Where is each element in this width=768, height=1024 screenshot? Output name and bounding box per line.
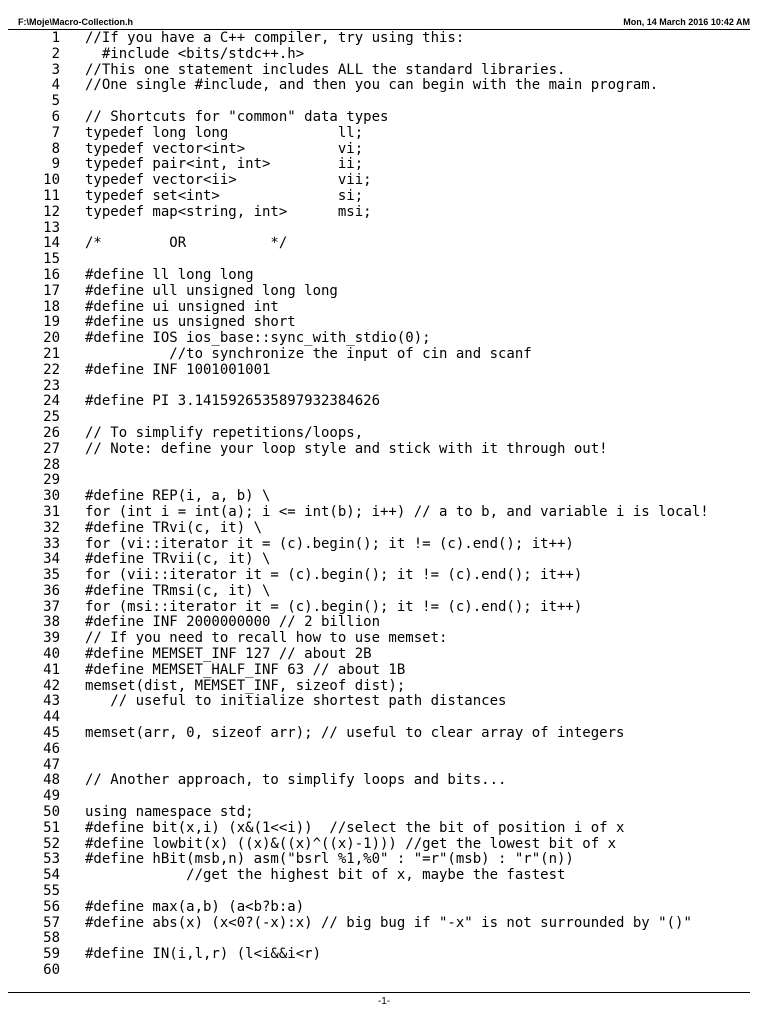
code-line (18, 568, 758, 584)
line-number: 1 (51, 30, 60, 46)
line-text: #define ull unsigned long long (85, 282, 338, 299)
line-number: 40 (43, 646, 60, 663)
code-line (18, 837, 758, 853)
line-number: 34 (43, 551, 60, 568)
line-number: 58 (43, 930, 60, 947)
line-number: 53 (43, 851, 60, 868)
page-number: -1- (377, 996, 391, 1007)
code-line (18, 458, 758, 474)
line-text: // If you need to recall how to use memset: (85, 630, 448, 647)
line-number: 2 (51, 45, 60, 62)
line-text: #define TRvi(c, it) \ (85, 519, 263, 536)
code-line (18, 221, 758, 237)
line-number: 5 (51, 93, 60, 110)
line-number: 48 (43, 772, 60, 789)
code-line (18, 189, 758, 205)
code-line (18, 473, 758, 489)
line-text: for (vii::iterator it = (c).begin(); it != (c).end(); it++) (85, 567, 583, 584)
line-number: 27 (43, 440, 60, 457)
line-number: 17 (43, 282, 60, 299)
line-text: #include <bits/stdc++.h> (85, 45, 305, 62)
code-line (18, 31, 758, 47)
line-number: 42 (43, 677, 60, 694)
line-number: 10 (43, 172, 60, 189)
code-line (18, 489, 758, 505)
line-number: 12 (43, 203, 60, 220)
code-line (18, 347, 758, 363)
line-number: 16 (43, 266, 60, 283)
line-text: #define lowbit(x) ((x)&((x)^((x)-1))) //get the lowest bit of x (85, 835, 617, 852)
code-line (18, 142, 758, 158)
line-number: 7 (51, 124, 60, 141)
code-line (18, 868, 758, 884)
line-number: 35 (43, 567, 60, 584)
line-text: // Shortcuts for "common" data types (85, 108, 389, 125)
line-text: for (vi::iterator it = (c).begin(); it != (c).end(); it++) (85, 535, 574, 552)
line-text: typedef pair<int, int> ii; (85, 156, 364, 173)
line-text: //If you have a C++ compiler, try using this: (85, 30, 465, 46)
line-text: //This one statement includes ALL the standard libraries. (85, 61, 566, 78)
line-text: typedef map<string, int> msi; (85, 203, 372, 220)
line-number: 54 (43, 867, 60, 884)
line-number: 38 (43, 614, 60, 631)
line-text: #define ll long long (85, 266, 254, 283)
line-text: // To simplify repetitions/loops, (85, 424, 364, 441)
code-line (18, 931, 758, 947)
code-line (18, 963, 758, 979)
code-line (18, 647, 758, 663)
line-number: 25 (43, 409, 60, 426)
code-line (18, 631, 758, 647)
footer-rule (8, 992, 750, 993)
line-text: typedef vector<int> vi; (85, 140, 364, 157)
code-line (18, 394, 758, 410)
line-text: #define MEMSET_INF 127 // about 2B (85, 646, 372, 663)
line-number: 43 (43, 693, 60, 710)
line-text: for (msi::iterator it = (c).begin(); it != (c).end(); it++) (85, 598, 583, 615)
line-text: #define MEMSET_HALF_INF 63 // about 1B (85, 661, 406, 678)
line-number: 4 (51, 77, 60, 94)
code-line (18, 947, 758, 963)
line-text: // Another approach, to simplify loops and bits... (85, 772, 507, 789)
code-line (18, 521, 758, 537)
code-line (18, 726, 758, 742)
page-header (8, 14, 750, 30)
code-line (18, 284, 758, 300)
line-text: #define us unsigned short (85, 314, 296, 331)
line-number: 11 (43, 187, 60, 204)
line-text: typedef set<int> si; (85, 187, 364, 204)
line-number: 51 (43, 819, 60, 836)
line-number: 47 (43, 756, 60, 773)
line-text: #define TRmsi(c, it) \ (85, 582, 271, 599)
line-number: 55 (43, 883, 60, 900)
line-text: #define bit(x,i) (x&(1<<i)) //select the bit of position i of x (85, 819, 625, 836)
line-text: #define abs(x) (x<0?(-x):x) // big bug if "-x" is not surrounded by "()" (85, 914, 692, 931)
line-number: 31 (43, 503, 60, 520)
code-line (18, 47, 758, 63)
code-line (18, 110, 758, 126)
line-number: 9 (51, 156, 60, 173)
line-number: 26 (43, 424, 60, 441)
line-number: 15 (43, 251, 60, 268)
code-line (18, 600, 758, 616)
line-text: #define PI 3.1415926535897932384626 (85, 393, 381, 410)
file-path: F:\Moje\Macro-Collection.h (18, 17, 134, 27)
line-text: typedef long long ll; (85, 124, 364, 141)
line-number: 37 (43, 598, 60, 615)
code-line (18, 773, 758, 789)
code-line (18, 157, 758, 173)
line-number: 13 (43, 219, 60, 236)
line-text: using namespace std; (85, 804, 254, 821)
code-line (18, 615, 758, 631)
code-line (18, 505, 758, 521)
code-line (18, 694, 758, 710)
line-text: #define max(a,b) (a<b?b:a) (85, 898, 305, 915)
code-line (18, 78, 758, 94)
line-number: 50 (43, 804, 60, 821)
line-number: 44 (43, 709, 60, 726)
line-text: // useful to initialize shortest path distances (85, 693, 507, 710)
line-text: //to synchronize the input of cin and scanf (85, 345, 532, 362)
line-text: #define INF 2000000000 // 2 billion (85, 614, 381, 631)
line-number: 23 (43, 377, 60, 394)
line-text: #define REP(i, a, b) \ (85, 488, 271, 505)
code-line (18, 884, 758, 900)
code-line (18, 94, 758, 110)
line-number: 52 (43, 835, 60, 852)
code-line (18, 710, 758, 726)
code-line (18, 679, 758, 695)
line-text: memset(dist, MEMSET_INF, sizeof dist); (85, 677, 406, 694)
code-line (18, 63, 758, 79)
line-text: #define IN(i,l,r) (l<i&&i<r) (85, 946, 322, 963)
line-number: 57 (43, 914, 60, 931)
line-number: 29 (43, 472, 60, 489)
code-line (18, 205, 758, 221)
line-number: 60 (43, 962, 60, 979)
code-line (18, 821, 758, 837)
code-line (18, 789, 758, 805)
code-line (18, 252, 758, 268)
code-line (18, 410, 758, 426)
line-number: 22 (43, 361, 60, 378)
line-number: 3 (51, 61, 60, 78)
line-number: 24 (43, 393, 60, 410)
code-line (18, 173, 758, 189)
line-text: #define IOS ios_base::sync_with_stdio(0); (85, 330, 431, 347)
line-text: #define hBit(msb,n) asm("bsrl %1,%0" : "=r"(msb) : "r"(n)) (85, 851, 574, 868)
line-number: 56 (43, 898, 60, 915)
code-line (18, 552, 758, 568)
code-line (18, 900, 758, 916)
code-line (18, 426, 758, 442)
line-text: for (int i = int(a); i <= int(b); i++) // a to b, and variable i is local! (85, 503, 709, 520)
line-number: 49 (43, 788, 60, 805)
line-number: 20 (43, 330, 60, 347)
line-text: //get the highest bit of x, maybe the fastest (85, 867, 566, 884)
code-line (18, 758, 758, 774)
line-text: #define TRvii(c, it) \ (85, 551, 271, 568)
line-text: //One single #include, and then you can begin with the main program. (85, 77, 659, 94)
code-listing (18, 31, 758, 979)
code-line (18, 300, 758, 316)
code-line (18, 442, 758, 458)
code-line (18, 363, 758, 379)
line-number: 14 (43, 235, 60, 252)
code-line (18, 584, 758, 600)
line-text: #define ui unsigned int (85, 298, 279, 315)
line-text: /* OR */ (85, 235, 288, 252)
line-number: 6 (51, 108, 60, 125)
line-number: 19 (43, 314, 60, 331)
code-line (18, 331, 758, 347)
print-date: Mon, 14 March 2016 10:42 AM (623, 17, 750, 27)
code-line (18, 805, 758, 821)
line-text: #define INF 1001001001 (85, 361, 271, 378)
line-number: 32 (43, 519, 60, 536)
line-text: memset(arr, 0, sizeof arr); // useful to clear array of integers (85, 725, 625, 742)
code-line (18, 916, 758, 932)
line-number: 28 (43, 456, 60, 473)
line-number: 39 (43, 630, 60, 647)
line-text: // Note: define your loop style and stick with it through out! (85, 440, 608, 457)
line-number: 18 (43, 298, 60, 315)
line-number: 59 (43, 946, 60, 963)
code-line (18, 126, 758, 142)
line-text: typedef vector<ii> vii; (85, 172, 372, 189)
code-line (18, 663, 758, 679)
line-number: 46 (43, 740, 60, 757)
line-number: 8 (51, 140, 60, 157)
line-number: 21 (43, 345, 60, 362)
code-line (18, 268, 758, 284)
code-line (18, 742, 758, 758)
line-number: 36 (43, 582, 60, 599)
code-line (18, 236, 758, 252)
code-line (18, 379, 758, 395)
code-line (18, 852, 758, 868)
line-number: 41 (43, 661, 60, 678)
code-line (18, 537, 758, 553)
code-line (18, 315, 758, 331)
line-number: 45 (43, 725, 60, 742)
line-number: 30 (43, 488, 60, 505)
line-number: 33 (43, 535, 60, 552)
